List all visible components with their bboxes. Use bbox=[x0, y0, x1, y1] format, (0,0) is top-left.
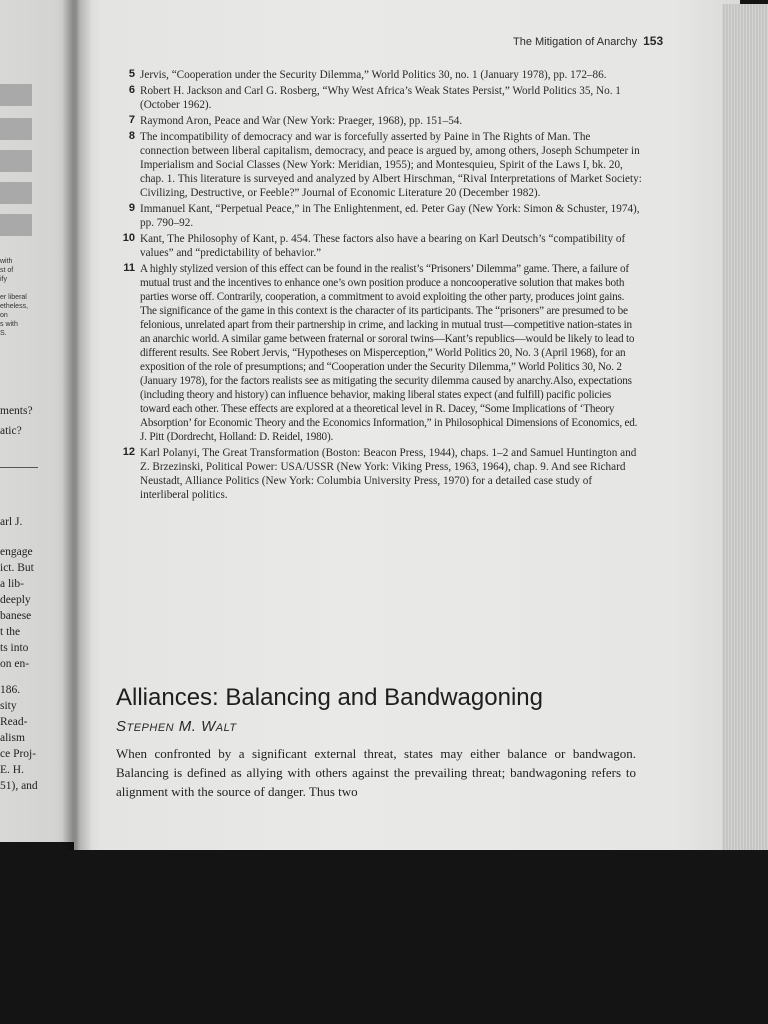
left-text-line: alism bbox=[0, 732, 25, 744]
endnote-item bbox=[117, 262, 642, 444]
endnote-number: 10 bbox=[122, 232, 135, 244]
endnote-item bbox=[117, 446, 642, 502]
endnote-text: Kant, The Philosophy of Kant, p. 454. These factors also have a bearing on Karl Deutsch’s “compatibility of values” and “predictability of behavior.” bbox=[140, 233, 626, 259]
endnote-number: 9 bbox=[128, 202, 135, 214]
shaded-box bbox=[0, 182, 32, 204]
section-title: Alliances: Balancing and Bandwagoning bbox=[116, 684, 543, 711]
endnote-item bbox=[117, 202, 642, 230]
endnote-number: 12 bbox=[122, 446, 135, 458]
running-head bbox=[513, 34, 663, 48]
margin-fragment: st of bbox=[0, 267, 14, 274]
endnote-number: 6 bbox=[128, 84, 135, 96]
left-text-line: t the bbox=[0, 626, 21, 638]
endnote-text: The incompatibility of democracy and war is forcefully asserted by Paine in The Rights of Man. The connection between liberal capitalism, democracy, and peace is argued by, among others, Joseph Schumpeter in Imperialism and Social Classes (New York: Meridian, 1955); and Montesquieu, Spirit of the Laws I, bk. 20, chap. 1. This literature is surveyed and analyzed by Albert Hirschman, “Rival Interpretations of Market Society: Civilizing, Destructive, or Feeble?” Journal of Economic Literature 20 (December 1982). bbox=[140, 131, 642, 199]
left-text-line: deeply bbox=[0, 594, 31, 606]
running-head-title: The Mitigation of Anarchy bbox=[513, 36, 638, 48]
endnotes-list bbox=[117, 68, 642, 504]
endnote-text: A highly stylized version of this effect can be found in the realist’s “Prisoners’ Dilemma” game. There, a failure of mutual trust and the incentives to enhance one’s own position produce a noncooperative solution that makes both parties worse off. Contrarily, cooperation, a commitment to avoid exploiting the other party, produces joint gains. The significance of the game in this context is the character of its participants. The “prisoners” are presumed to be felonious, unrelated apart from their partnership in crime, and lacking in mutual trust—competitive nation-states in an anarchic world. A similar game between fraternal or sororal twins—Kant’s republics—would be likely to lead to different results. See Robert Jervis, “Hypotheses on Misperception,” World Politics 20, No. 3 (April 1968), for an exposition of the role of presumptions; and “Cooperation under the Security Dilemma,” World Politics 30, No. 2 (January 1978), for the factors realists see as mitigating the security dilemma caused by anarchy.Also, expectations (including theory and history) can influence behavior, making liberal states expect (and fulfill) pacific policies toward each other. These effects are explored at a theoretical level in R. Dacey, “Some Implications of ‘Theory Absorption’ for Economic Theory and the Economics Information,” in Philosophical Dimensions of Economics, ed. J. Pitt (Dordrecht, Holland: D. Reidel, 1980). bbox=[140, 263, 638, 443]
endnote-number: 8 bbox=[128, 130, 135, 142]
endnote-item bbox=[117, 68, 642, 82]
shaded-box bbox=[0, 118, 32, 140]
left-text-line: ts into bbox=[0, 642, 29, 654]
endnote-number: 7 bbox=[128, 114, 135, 126]
left-text-line: arl J. bbox=[0, 516, 23, 528]
page-edges bbox=[722, 4, 768, 854]
left-text-line: ce Proj- bbox=[0, 748, 37, 760]
endnote-number: 11 bbox=[123, 262, 135, 274]
endnote-item bbox=[117, 130, 642, 200]
shaded-box bbox=[0, 214, 32, 236]
margin-fragment: etheless, bbox=[0, 303, 29, 310]
shaded-box bbox=[0, 84, 32, 106]
endnote-text: Robert H. Jackson and Carl G. Rosberg, “Why West Africa’s Weak States Persist,” World Politics 35, No. 1 (October 1962). bbox=[140, 85, 621, 111]
gutter-shadow bbox=[62, 0, 92, 850]
left-text-line: a lib- bbox=[0, 578, 24, 590]
left-text-line: ict. But bbox=[0, 562, 34, 574]
divider bbox=[0, 467, 38, 468]
endnote-text: Jervis, “Cooperation under the Security Dilemma,” World Politics 30, no. 1 (January 1978), pp. 172–86. bbox=[140, 69, 607, 81]
body-paragraph: When confronted by a significant external threat, states may either balance or bandwagon. Balancing is defined as allying with others against the prevailing threat; bandwagoning refers to alignment with the source of danger. Thus two bbox=[116, 746, 636, 799]
left-text-line: on en- bbox=[0, 658, 30, 670]
left-text-line: 51), and bbox=[0, 780, 38, 792]
endnote-text: Karl Polanyi, The Great Transformation (Boston: Beacon Press, 1944), chaps. 1–2 and Samuel Huntington and Z. Brzezinski, Political Power: USA/USSR (New York: Viking Press, 1963, 1964), chap. 9. And see Richard Neustadt, Alliance Politics (New York: Columbia University Press, 1970) for a detailed case study of interliberal politics. bbox=[140, 447, 637, 501]
page-number: 153 bbox=[643, 34, 664, 48]
endnote-number: 5 bbox=[128, 68, 135, 80]
left-text-line: atic? bbox=[0, 425, 22, 437]
endnote-text: Immanuel Kant, “Perpetual Peace,” in The Enlightenment, ed. Peter Gay (New York: Simon & Schuster, 1974), pp. 790–92. bbox=[140, 203, 640, 229]
margin-fragment: er liberal bbox=[0, 294, 27, 301]
shaded-box bbox=[0, 150, 32, 172]
margin-fragment: ify bbox=[0, 276, 7, 283]
margin-fragment: with bbox=[0, 258, 13, 265]
margin-fragment: s with bbox=[0, 321, 18, 328]
left-text-line: Read- bbox=[0, 716, 28, 728]
endnote-item bbox=[117, 232, 642, 260]
background-dark bbox=[0, 850, 768, 1024]
endnote-item bbox=[117, 114, 642, 128]
left-text-line: sity bbox=[0, 700, 17, 712]
left-text-line: 186. bbox=[0, 684, 21, 696]
endnote-item bbox=[117, 84, 642, 112]
left-text-line: E. H. bbox=[0, 764, 24, 776]
author-name: Stephen M. Walt bbox=[116, 718, 237, 735]
left-text-line: engage bbox=[0, 546, 33, 558]
margin-fragment: S. bbox=[0, 330, 7, 337]
margin-fragment: on bbox=[0, 312, 8, 319]
endnote-text: Raymond Aron, Peace and War (New York: Praeger, 1968), pp. 151–54. bbox=[140, 115, 463, 127]
left-text-line: ments? bbox=[0, 405, 33, 417]
left-text-line: banese bbox=[0, 610, 32, 622]
